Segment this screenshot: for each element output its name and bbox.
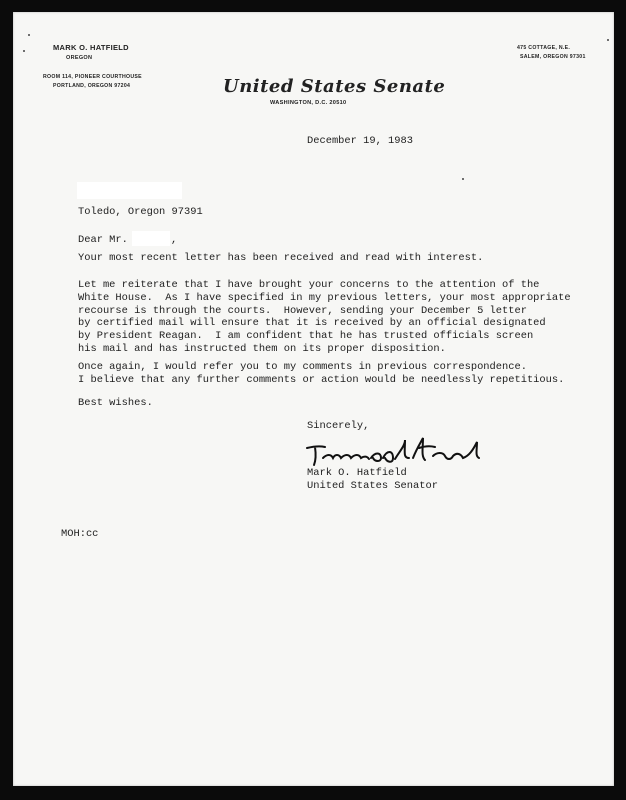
paper-speck [23,50,25,52]
signer-title: United States Senator [307,480,438,492]
paragraph-3 [78,361,564,387]
signer-name: Mark O. Hatfield [307,467,407,479]
letterhead-right-address-line1: 475 COTTAGE, N.E. [517,45,571,51]
redacted-salutation-name [132,231,170,246]
paragraph-3-line: I believe that any further comments or action would be needlessly repetitious. [78,373,565,386]
letter-page [13,12,614,786]
paper-speck [607,39,609,41]
paragraph-2-line: by President Reagan. I am confident that he has trusted officials screen [78,330,534,343]
signoff: Sincerely, [307,420,370,432]
letterhead-title: United States Senate [223,76,446,97]
paragraph-2-line: Let me reiterate that I have brought your concerns to the attention of the [78,279,540,291]
recipient-city: Toledo, Oregon 97391 [78,206,203,218]
paragraph-3-line: Once again, I would refer you to my comments in previous correspondence. [78,361,527,373]
paper-speck [462,178,464,180]
paragraph-2-line: by certified mail will ensure that it is received by an official designated [78,317,546,330]
paragraph-2-line: recourse is through the courts. However, sending your December 5 letter [78,304,527,317]
letterhead-right-address-line2: SALEM, OREGON 97301 [520,54,586,60]
paragraph-2-line: his mail and has instructed them on its proper disposition. [78,342,446,355]
paragraph-2 [78,279,571,356]
letterhead-name: MARK O. HATFIELD [53,43,129,52]
paragraph-2-line: White House. As I have specified in my previous letters, your most appropriate [78,291,571,304]
letterhead-address-line2: PORTLAND, OREGON 97204 [53,83,131,89]
paper-speck [28,34,30,36]
paragraph-1: Your most recent letter has been received and read with interest. [78,252,484,264]
signature [301,432,501,472]
salutation-suffix: , [171,234,178,246]
letterhead-city: WASHINGTON, D.C. 20510 [270,100,347,106]
closing-line: Best wishes. [78,397,153,409]
letterhead-address-line1: ROOM 114, PIONEER COURTHOUSE [43,74,142,80]
redacted-recipient-name [77,182,182,199]
typist-initials: MOH:cc [61,528,99,540]
salutation-prefix: Dear Mr. [78,234,128,246]
letter-date: December 19, 1983 [307,135,414,147]
letterhead-state: OREGON [66,55,93,61]
